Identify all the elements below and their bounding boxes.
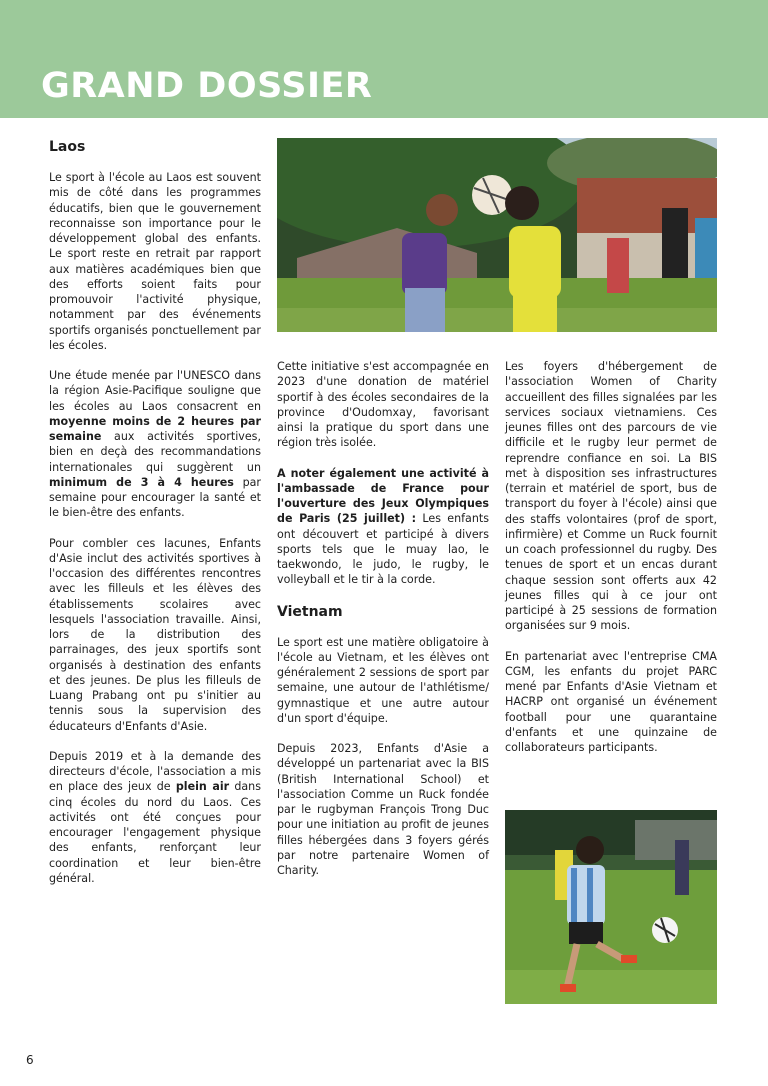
vietnam-paragraph-1: Le sport est une matière obligatoire à l'école au Vietnam, et les élèves ont généralement 2 sessions de sport par semaine, une autour de l'athlétisme/ gymnastique et une autre autour d'un sport d'équipe. bbox=[277, 635, 489, 725]
text-run: dans cinq écoles du nord du Laos. Ces activités ont été conçues pour encourager l'engagement physique des enfants, renforçant leur coordination et leur bien-être général. bbox=[49, 780, 261, 885]
text-run: Une étude menée par l'UNESCO dans la région Asie-Pacifique souligne que les écoles au Laos consacrent en bbox=[49, 369, 261, 413]
column-middle bbox=[277, 359, 489, 893]
text-run: Les enfants ont découvert et participé à divers sports tels que le muay lao, le taekwondo, le judo, le rugby, le volleyball et le tir à la corde. bbox=[277, 512, 489, 587]
photo-boys-football bbox=[505, 810, 717, 1004]
vietnam-paragraph-2: Depuis 2023, Enfants d'Asie a développé un partenariat avec la BIS (British International School) et l'association Comme un Ruck fondée par le rugbyman François Trong Duc pour une initiation au profit de jeunes filles hébergées dans 3 foyers gérés par notre partenaire Women of Charity. bbox=[277, 742, 489, 877]
page-title: GRAND DOSSIER bbox=[41, 66, 373, 106]
bold-text: minimum de 3 à 4 heures bbox=[49, 475, 234, 489]
column-left bbox=[49, 138, 261, 901]
bold-text: plein air bbox=[175, 780, 230, 794]
laos-paragraph-2 bbox=[49, 368, 261, 521]
page-number: 6 bbox=[26, 1053, 34, 1067]
laos-paragraph-1: Le sport à l'école au Laos est souvent mis de côté dans les programmes éducatifs, bien que le gouvernement reconnaisse son importance pour le développement global des enfants. Le sport reste en retrait par rapport aux matières académiques bien que des efforts soient faits pour promouvoir l'activité physique, notamment par des événements sportifs organisés ponctuellement par les écoles. bbox=[49, 171, 261, 352]
vietnam-paragraph-4: En partenariat avec l'entreprise CMA CGM, les enfants du projet PARC mené par Enfants d'Asie Vietnam et HACRP ont organisé un événement football pour une quarantaine d'enfants et une quinzaine de collaborateurs participants. bbox=[505, 649, 717, 754]
laos-paragraph-4 bbox=[49, 749, 261, 886]
section-heading-vietnam: Vietnam bbox=[277, 603, 343, 620]
text-run: Depuis 2019 et à la demande des directeurs d'école, l'association a mis en place des jeux de bbox=[49, 749, 261, 794]
vietnam-paragraph-3: Les foyers d'hébergement de l'association Women of Charity accueillent des filles signalées par les services sociaux vietnamiens. Ces jeunes filles ont des parcours de vie difficile et le rugby leur permet de reprendre confiance en soi. La BIS met à disposition ses infrastructures (terrain et matériel de sport, bus de transport du foyer à l'école) ainsi que des staffs volontaires (prof de sport, infirmière) et Comme un Ruck fournit un coach professionnel du rugby. Des tenues de sport et un encas durant chaque session sont offerts aux 42 jeunes filles qui à ce jour ont participé à 25 sessions de formation organisées sur 9 mois. bbox=[505, 360, 717, 633]
photo-girls-football bbox=[277, 138, 717, 332]
laos-paragraph-3: Pour combler ces lacunes, Enfants d'Asie inclut des activités sportives à l'occasion des différentes rencontres avec les filleuls et les élèves des établissements scolaires avec lesquels l'association travaille. Ainsi, lors de la distribution des parrainages, des jeux sportifs sont organisés à destination des enfants et des jeunes. De plus les filleuls de Luang Prabang ont pu s'initier au tennis sous la supervision des éducateurs d'Enfants d'Asie. bbox=[49, 536, 261, 733]
bold-text: A noter également une activité à l'ambassade de France pour l'ouverture des Jeux Olympiques de Paris (25 juillet) : bbox=[277, 466, 489, 526]
photo-boys-football-image bbox=[505, 810, 717, 1004]
section-heading-laos: Laos bbox=[49, 139, 86, 155]
laos-paragraph-5: Cette initiative s'est accompagnée en 2023 d'une donation de matériel sportif à des écoles secondaires de la province d'Oudomxay, favorisant ainsi la pratique du sport dans une région très isolée. bbox=[277, 360, 489, 450]
laos-paragraph-6 bbox=[277, 466, 489, 588]
header-banner bbox=[0, 0, 768, 118]
photo-girls-football-image bbox=[277, 138, 717, 332]
text-run: par semaine pour encourager la santé et le bien-être des enfants. bbox=[49, 475, 261, 520]
bold-text: moyenne moins de 2 heures par semaine bbox=[49, 414, 261, 443]
column-right bbox=[505, 359, 717, 770]
text-run: aux activités sportives, bien en deçà des recommandations internationales qui suggèrent un bbox=[49, 430, 261, 474]
